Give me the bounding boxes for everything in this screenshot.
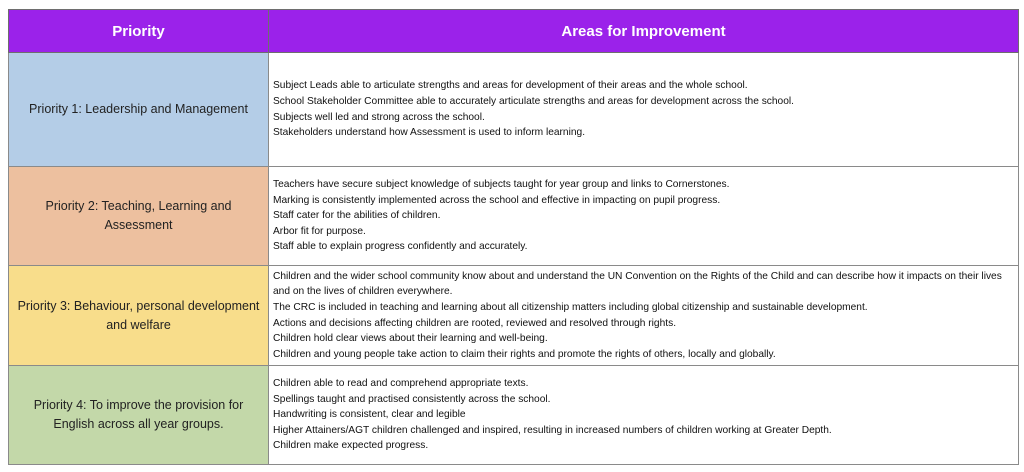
area-item: Children make expected progress. <box>273 440 429 452</box>
areas-cell <box>269 266 1019 366</box>
priority-column-header: Priority <box>9 10 269 53</box>
area-item: Children hold clear views about their learning and well-being. <box>273 333 548 345</box>
priorities-table-container <box>8 9 1018 465</box>
area-item: Children and the wider school community know about and understand the UN Convention on the Rights of the Child and can describe how it impacts on their lives and on the lives of children everywhere. <box>273 270 1002 298</box>
area-item: Spellings taught and practised consistently across the school. <box>273 393 551 405</box>
header-row <box>9 10 1019 53</box>
priority-cell: Priority 2: Teaching, Learning and Assessment <box>9 167 269 266</box>
table-row <box>9 366 1019 465</box>
areas-column-header: Areas for Improvement <box>269 10 1019 53</box>
area-item: Arbor fit for purpose. <box>273 225 366 237</box>
priority-cell: Priority 3: Behaviour, personal development and welfare <box>9 266 269 366</box>
area-item: Subjects well led and strong across the school. <box>273 111 485 123</box>
area-item: Teachers have secure subject knowledge of subjects taught for year group and links to Cornerstones. <box>273 179 730 191</box>
area-item: Stakeholders understand how Assessment is used to inform learning. <box>273 127 586 139</box>
table-row <box>9 167 1019 266</box>
priorities-table <box>8 9 1019 465</box>
area-item: School Stakeholder Committee able to accurately articulate strengths and areas for development across the school. <box>273 95 794 107</box>
area-item: Children and young people take action to claim their rights and promote the rights of others, locally and globally. <box>273 348 776 360</box>
area-item: Subject Leads able to articulate strengths and areas for development of their areas and the whole school. <box>273 80 748 92</box>
area-item: Staff able to explain progress confidently and accurately. <box>273 241 528 253</box>
areas-cell <box>269 53 1019 167</box>
area-item: Staff cater for the abilities of children. <box>273 210 441 222</box>
priority-cell: Priority 1: Leadership and Management <box>9 53 269 167</box>
area-item: Handwriting is consistent, clear and legible <box>273 409 466 421</box>
table-row <box>9 266 1019 366</box>
area-item: Marking is consistently implemented across the school and effective in impacting on pupil progress. <box>273 194 721 206</box>
areas-cell <box>269 366 1019 465</box>
area-item: Actions and decisions affecting children are rooted, reviewed and resolved through rights. <box>273 317 677 329</box>
area-item: Higher Attainers/AGT children challenged and inspired, resulting in increased numbers of children working at Greater Depth. <box>273 424 832 436</box>
table-row <box>9 53 1019 167</box>
area-item: Children able to read and comprehend appropriate texts. <box>273 378 529 390</box>
areas-cell <box>269 167 1019 266</box>
area-item: The CRC is included in teaching and learning about all citizenship matters including global citizenship and sustainable development. <box>273 301 868 313</box>
priority-cell: Priority 4: To improve the provision for English across all year groups. <box>9 366 269 465</box>
